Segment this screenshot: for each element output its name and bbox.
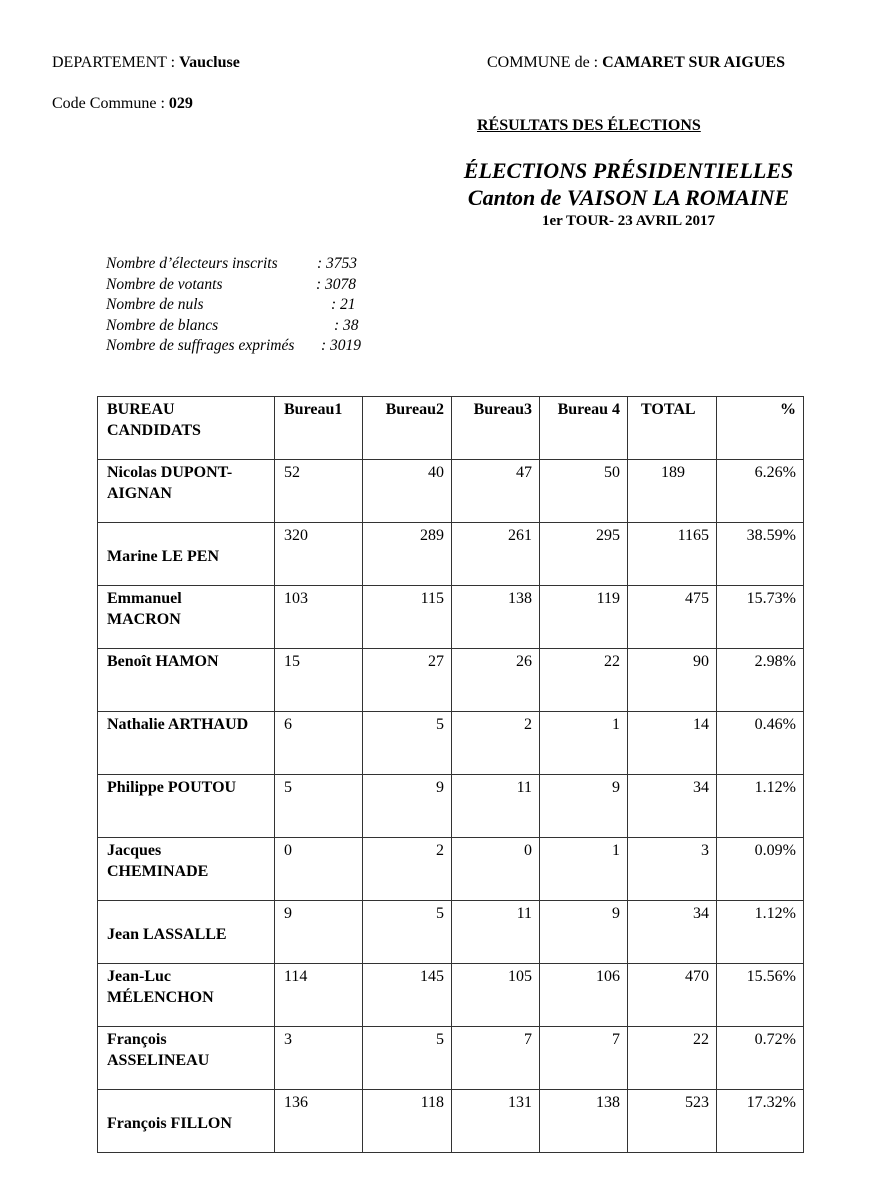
- cell-b1: 103: [275, 586, 363, 649]
- departement-line: [52, 54, 240, 72]
- cell-b4: 1: [540, 838, 628, 901]
- header-corner: [98, 397, 275, 460]
- cell-b1: 52: [275, 460, 363, 523]
- cell-b3: 138: [452, 586, 540, 649]
- commune-line: [487, 54, 785, 72]
- commune-label: COMMUNE de :: [487, 54, 603, 71]
- results-table: [97, 396, 804, 1153]
- cell-b3: 131: [452, 1090, 540, 1153]
- cell-b2: 5: [363, 901, 452, 964]
- code-value: 029: [168, 95, 193, 112]
- candidate-name-line2: Marine LE PEN: [107, 548, 219, 565]
- cell-pct: 1.12%: [717, 775, 804, 838]
- cell-pct: 38.59%: [717, 523, 804, 586]
- cell-b4: 22: [540, 649, 628, 712]
- candidate-name-line1: [107, 525, 267, 546]
- candidate-cell: [98, 586, 275, 649]
- cell-total: 90: [628, 649, 717, 712]
- header-bureau2: Bureau2: [363, 397, 452, 460]
- stat-value: : 3078: [316, 275, 357, 293]
- cell-b4: 106: [540, 964, 628, 1027]
- table-row: [98, 1027, 804, 1090]
- cell-b2: 118: [363, 1090, 452, 1153]
- cell-b3: 261: [452, 523, 540, 586]
- cell-b1: 320: [275, 523, 363, 586]
- stat-label: Nombre de suffrages exprimés: [106, 337, 295, 354]
- candidate-name-line2: Jean LASSALLE: [107, 926, 227, 943]
- candidate-name-line1: Nathalie ARTHAUD: [107, 716, 249, 733]
- stat-label: Nombre de nuls: [106, 296, 204, 313]
- table-row: [98, 460, 804, 523]
- cell-b3: 26: [452, 649, 540, 712]
- cell-b2: 115: [363, 586, 452, 649]
- table-row: [98, 523, 804, 586]
- cell-b4: 119: [540, 586, 628, 649]
- stat-votants: [106, 275, 406, 296]
- cell-b2: 9: [363, 775, 452, 838]
- cell-pct: 2.98%: [717, 649, 804, 712]
- candidate-cell: [98, 523, 275, 586]
- results-heading: RÉSULTATS DES ÉLECTIONS: [477, 117, 701, 134]
- cell-b2: 5: [363, 1027, 452, 1090]
- cell-b4: 50: [540, 460, 628, 523]
- cell-b1: 114: [275, 964, 363, 1027]
- cell-pct: 1.12%: [717, 901, 804, 964]
- table-row: [98, 775, 804, 838]
- header-bureau1: Bureau1: [275, 397, 363, 460]
- cell-b2: 27: [363, 649, 452, 712]
- header-total: TOTAL: [628, 397, 717, 460]
- cell-pct: 6.26%: [717, 460, 804, 523]
- cell-b2: 2: [363, 838, 452, 901]
- stats-block: [106, 254, 406, 357]
- header-candidats: CANDIDATS: [107, 422, 201, 439]
- table-header-row: [98, 397, 804, 460]
- candidate-name-line2: François FILLON: [107, 1115, 232, 1132]
- candidate-name-line2: ASSELINEAU: [107, 1052, 210, 1069]
- departement-value: Vaucluse: [179, 54, 240, 71]
- header-bureau3: Bureau3: [452, 397, 540, 460]
- table-row: [98, 1090, 804, 1153]
- code-commune-line: [52, 95, 193, 113]
- cell-b1: 9: [275, 901, 363, 964]
- commune-value: CAMARET SUR AIGUES: [602, 54, 785, 71]
- candidate-cell: [98, 964, 275, 1027]
- stat-label: Nombre de votants: [106, 275, 223, 293]
- header-pct: %: [717, 397, 804, 460]
- cell-b1: 3: [275, 1027, 363, 1090]
- candidate-cell: [98, 1027, 275, 1090]
- departement-label: DEPARTEMENT :: [52, 54, 180, 71]
- cell-total: 475: [628, 586, 717, 649]
- header-bureau: BUREAU: [107, 401, 175, 418]
- candidate-cell: [98, 901, 275, 964]
- cell-b2: 145: [363, 964, 452, 1027]
- cell-b1: 5: [275, 775, 363, 838]
- candidate-name-line1: Emmanuel: [107, 590, 182, 607]
- cell-pct: 17.32%: [717, 1090, 804, 1153]
- candidate-name-line1: Benoît HAMON: [107, 653, 219, 670]
- stat-inscrits: [106, 254, 406, 275]
- cell-b2: 40: [363, 460, 452, 523]
- candidate-name-line2: CHEMINADE: [107, 863, 209, 880]
- cell-b4: 9: [540, 775, 628, 838]
- stat-blancs: [106, 316, 406, 337]
- cell-b3: 2: [452, 712, 540, 775]
- cell-b1: 6: [275, 712, 363, 775]
- candidate-name-line1: Nicolas DUPONT-: [107, 464, 233, 481]
- cell-b4: 138: [540, 1090, 628, 1153]
- candidate-cell: [98, 649, 275, 712]
- stat-value: : 3019: [321, 337, 362, 354]
- elections-title: ÉLECTIONS PRÉSIDENTIELLES: [463, 158, 794, 183]
- cell-total: 22: [628, 1027, 717, 1090]
- cell-b3: 11: [452, 775, 540, 838]
- candidate-name-line1: [107, 903, 267, 924]
- candidate-name-line1: [107, 1092, 267, 1113]
- cell-pct: 15.73%: [717, 586, 804, 649]
- table-row: [98, 901, 804, 964]
- candidate-cell: [98, 775, 275, 838]
- stat-value: : 3753: [317, 255, 358, 272]
- stat-label: Nombre d’électeurs inscrits: [106, 255, 278, 272]
- candidate-name-line2: MACRON: [107, 611, 181, 628]
- cell-total: 3: [628, 838, 717, 901]
- stat-value: : 38: [334, 316, 359, 334]
- cell-total: 14: [628, 712, 717, 775]
- code-label: Code Commune :: [52, 95, 169, 112]
- cell-total: 470: [628, 964, 717, 1027]
- tour-title: 1er TOUR- 23 AVRIL 2017: [541, 213, 716, 229]
- table-row: [98, 649, 804, 712]
- cell-total: 34: [628, 901, 717, 964]
- cell-b1: 136: [275, 1090, 363, 1153]
- cell-b1: 15: [275, 649, 363, 712]
- candidate-name-line2: AIGNAN: [107, 485, 172, 502]
- cell-total: 523: [628, 1090, 717, 1153]
- cell-b3: 0: [452, 838, 540, 901]
- cell-b2: 5: [363, 712, 452, 775]
- cell-b4: 295: [540, 523, 628, 586]
- stat-value: : 21: [331, 296, 356, 313]
- cell-total: 189: [628, 460, 717, 523]
- canton-title: Canton de VAISON LA ROMAINE: [467, 185, 790, 210]
- candidate-cell: [98, 460, 275, 523]
- table-row: [98, 964, 804, 1027]
- cell-b3: 11: [452, 901, 540, 964]
- cell-b1: 0: [275, 838, 363, 901]
- candidate-name-line1: François: [107, 1031, 167, 1048]
- candidate-cell: [98, 712, 275, 775]
- table-row: [98, 838, 804, 901]
- candidate-cell: [98, 838, 275, 901]
- stat-exprimes: [106, 336, 406, 357]
- cell-total: 34: [628, 775, 717, 838]
- table-row: [98, 712, 804, 775]
- cell-pct: 0.72%: [717, 1027, 804, 1090]
- candidate-name-line2: MÉLENCHON: [107, 989, 214, 1006]
- cell-b4: 7: [540, 1027, 628, 1090]
- cell-pct: 0.09%: [717, 838, 804, 901]
- candidate-name-line1: Philippe POUTOU: [107, 779, 237, 796]
- candidate-name-line1: Jean-Luc: [107, 968, 171, 985]
- candidate-cell: [98, 1090, 275, 1153]
- cell-b2: 289: [363, 523, 452, 586]
- cell-b4: 9: [540, 901, 628, 964]
- cell-b3: 47: [452, 460, 540, 523]
- cell-pct: 15.56%: [717, 964, 804, 1027]
- stat-nuls: [106, 295, 406, 316]
- cell-total: 1165: [628, 523, 717, 586]
- header-bureau4: Bureau 4: [540, 397, 628, 460]
- table-row: [98, 586, 804, 649]
- stat-label: Nombre de blancs: [106, 316, 219, 334]
- candidate-name-line1: Jacques: [107, 842, 162, 859]
- cell-b4: 1: [540, 712, 628, 775]
- cell-b3: 105: [452, 964, 540, 1027]
- cell-b3: 7: [452, 1027, 540, 1090]
- cell-pct: 0.46%: [717, 712, 804, 775]
